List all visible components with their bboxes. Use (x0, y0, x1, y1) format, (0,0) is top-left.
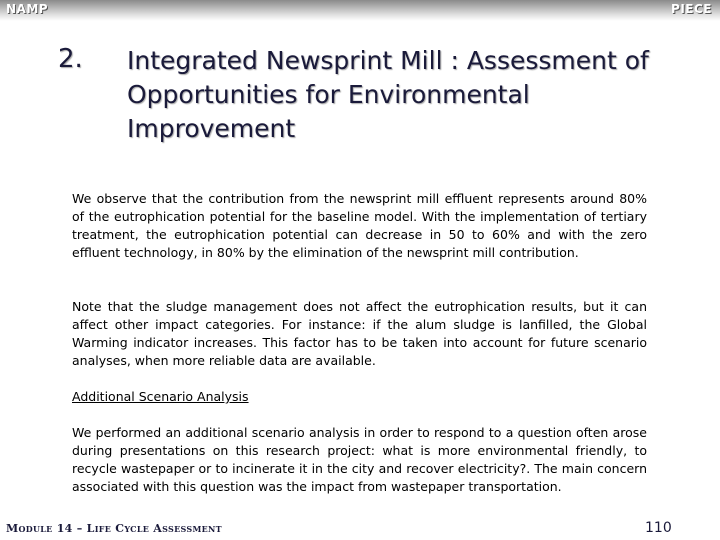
footer-module-label: Module 14 – Life Cycle Assessment (6, 522, 222, 535)
slide-title: Integrated Newsprint Mill : Assessment of Opportunities for Environmental Improvement (127, 46, 649, 143)
header-namp-label: NAMP (6, 2, 49, 16)
footer-page-number: 110 (645, 520, 672, 536)
paragraph-eutrophication: We observe that the contribution from the newsprint mill effluent represents around 80% of the eutrophication potential for the baseline model. With the implementation of tertiary treatment, the eutrophication potential can decrease in 50 to 60% and with the zero effluent technology, in 80% by the elimination of the newsprint mill contribution. (72, 191, 647, 260)
slide-number: 2. (58, 44, 83, 74)
header-bar (0, 0, 720, 21)
paragraph-scenario-analysis: We performed an additional scenario analysis in order to respond to a question often arose during presentations on this research project: what is more environmental friendly, to recycle wastepaper or to incinerate it in the city and recover electricity?. The main concern associated with this question was the impact from wastepaper transportation. (72, 425, 647, 494)
section-heading-additional-scenario: Additional Scenario Analysis (72, 389, 249, 404)
header-piece-label: PIECE (671, 2, 712, 16)
paragraph-sludge-management: Note that the sludge management does not affect the eutrophication results, but it can affect other impact categories. For instance: if the alum sludge is lanfilled, the Global Warming indicator increases. This factor has to be taken into account for future scenario analyses, when more reliable data are available. (72, 299, 647, 368)
